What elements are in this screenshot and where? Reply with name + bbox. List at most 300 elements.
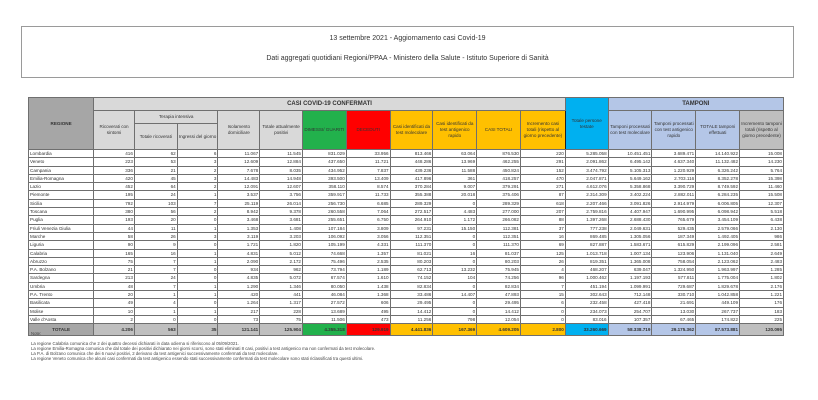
cell-icu-total: 0 xyxy=(134,315,177,323)
cell-swab-increase: 2.130 xyxy=(740,224,784,232)
cell-swabs-antigen: 3.390.729 xyxy=(652,183,696,191)
cell-region: Veneto xyxy=(29,158,94,166)
cell-swabs-antigen: 21.691 xyxy=(652,299,696,307)
cell-deceased: 13.409 xyxy=(346,174,390,182)
cell-icu-total: 24 xyxy=(134,191,177,199)
cell-total-cases: 112.351 xyxy=(477,232,521,240)
cell-case-increase: 207 xyxy=(520,208,565,216)
cell-swabs-molecular: 3.402.224 xyxy=(608,191,652,199)
table-row xyxy=(29,183,784,191)
notes-section xyxy=(31,331,375,361)
col-header-swabs-total: TOTALE tamponi effettuati xyxy=(696,111,740,150)
cell-swab-increase: 15.508 xyxy=(740,191,784,199)
cell-icu-total: 1 xyxy=(134,291,177,299)
cell-home-isolation: 3.119 xyxy=(218,232,260,240)
cell-swabs-total: 449.109 xyxy=(696,299,740,307)
cell-recovered: 256.730 xyxy=(302,199,346,207)
cell-currently-positive: 228 xyxy=(260,307,303,315)
col-header-people-tested: Totale persone testate xyxy=(565,98,608,150)
cell-swab-increase: 176 xyxy=(740,299,784,307)
cell-total-cases: 75.945 xyxy=(477,266,521,274)
cell-swabs-antigen: 67.465 xyxy=(652,315,696,323)
col-header-icu-new: Ingressi del giorno xyxy=(177,124,218,150)
cell-swab-increase: 5.518 xyxy=(740,208,784,216)
cell-swabs-molecular: 2.688.430 xyxy=(608,216,652,224)
cell-cases-molecular: 74.152 xyxy=(390,274,433,282)
cell-swabs-antigen: 729.687 xyxy=(652,282,696,290)
cell-swabs-total: 8.749.592 xyxy=(696,183,740,191)
cell-swabs-antigen: 529.435 xyxy=(652,224,696,232)
cell-swab-increase: 2.483 xyxy=(740,257,784,265)
cell-swab-increase: 5.764 xyxy=(740,166,784,174)
cell-currently-positive: 3.203 xyxy=(260,232,303,240)
cell-swabs-total: 6.284.235 xyxy=(696,191,740,199)
cell-swabs-antigen: 2.703.116 xyxy=(652,174,696,182)
cell-people-tested: 232.458 xyxy=(565,299,608,307)
cell-cases-antigen: 16 xyxy=(433,249,477,257)
cell-deceased: 2.535 xyxy=(346,257,390,265)
note-line: La regione Calabria comunica che 2 dei quattro decessi dichiarati in data odierna si riferiscono al 05/09/2021. xyxy=(31,341,239,346)
cell-currently-positive: 3.681 xyxy=(260,216,303,224)
cell-region: Calabria xyxy=(29,249,94,257)
cell-people-tested: 2.207.466 xyxy=(565,199,608,207)
cell-cases-molecular: 417.896 xyxy=(390,174,433,182)
cell-icu-total: 103 xyxy=(134,199,177,207)
cell-cases-antigen: 0 xyxy=(433,307,477,315)
cell-swabs-molecular: 1.197.193 xyxy=(608,274,652,282)
total-recovered: 4.355.318 xyxy=(302,324,346,336)
table-row xyxy=(29,166,784,174)
cell-recovered: 106.092 xyxy=(302,232,346,240)
cell-region: Sardegna xyxy=(29,274,94,282)
cell-swab-increase: 14.230 xyxy=(740,158,784,166)
cell-home-isolation: 14.483 xyxy=(218,174,260,182)
cell-home-isolation: 11.067 xyxy=(218,150,260,158)
cell-currently-positive: 26.014 xyxy=(260,199,303,207)
cell-hospitalized: 416 xyxy=(94,150,135,158)
cell-swabs-molecular: 4.407.947 xyxy=(608,208,652,216)
cell-currently-positive: 1.317 xyxy=(260,299,303,307)
note-line: La regione Veneto comunica che alcuni casi confermati da test antigenico essendo stati successivamente confermati da test molecolare sono stati riclassificati tra questi ultimi. xyxy=(31,356,364,361)
cell-case-increase: 271 xyxy=(520,183,565,191)
cell-recovered: 434.952 xyxy=(302,166,346,174)
cell-icu-new: 7 xyxy=(177,199,218,207)
cell-people-tested: 869.485 xyxy=(565,232,608,240)
cell-case-increase: 4 xyxy=(520,266,565,274)
cell-recovered: 73.794 xyxy=(302,266,346,274)
cell-cases-molecular: 11.256 xyxy=(390,315,433,323)
cell-swab-increase: 12.307 xyxy=(740,199,784,207)
cell-people-tested: 3.474.792 xyxy=(565,166,608,174)
cell-cases-antigen: 63.064 xyxy=(433,150,477,158)
total-cases-antigen: 167.369 xyxy=(433,324,477,336)
total-deceased: 129.919 xyxy=(346,324,390,336)
col-header-swabs-antigen: Tamponi processati con test antigenico rapido xyxy=(652,111,696,150)
cell-recovered: 260.558 xyxy=(302,208,346,216)
cell-region: Liguria xyxy=(29,241,94,249)
cell-region: Molise xyxy=(29,307,94,315)
table-row xyxy=(29,315,784,323)
cell-icu-total: 9 xyxy=(134,241,177,249)
table-row xyxy=(29,150,784,158)
cell-hospitalized: 44 xyxy=(94,224,135,232)
group-header-swabs: TAMPONI xyxy=(608,98,783,111)
report-title-box xyxy=(21,26,794,78)
cell-people-tested: 777.238 xyxy=(565,224,608,232)
cell-cases-molecular: 439.236 xyxy=(390,166,433,174)
cell-recovered: 255.651 xyxy=(302,216,346,224)
cell-recovered: 80.050 xyxy=(302,282,346,290)
total-people-tested: 33.260.669 xyxy=(565,324,608,336)
cell-swabs-total: 267.737 xyxy=(696,307,740,315)
cell-deceased: 1.368 xyxy=(346,291,390,299)
cell-deceased: 6.750 xyxy=(346,216,390,224)
cell-icu-total: 4 xyxy=(134,299,177,307)
total-case-increase: 2.800 xyxy=(520,324,565,336)
table-row xyxy=(29,174,784,182)
cell-total-cases: 80.203 xyxy=(477,257,521,265)
cell-icu-new: 0 xyxy=(177,315,218,323)
cell-swabs-molecular: 1.099.991 xyxy=(608,282,652,290)
cell-region: Marche xyxy=(29,232,94,240)
cell-swabs-antigen: 4.637.340 xyxy=(652,158,696,166)
cell-swabs-total: 2.123.062 xyxy=(696,257,740,265)
cell-swabs-antigen: 2.914.979 xyxy=(652,199,696,207)
cell-recovered: 13.689 xyxy=(302,307,346,315)
table-row xyxy=(29,199,784,207)
note-line: La P.A. di Bolzano comunica che dei 6 nuovi positivi, 2 derivano da test antigenici successivamente confermati da test molecolare. xyxy=(31,351,279,356)
cell-deceased: 1.438 xyxy=(346,282,390,290)
cell-hospitalized: 58 xyxy=(94,232,135,240)
cell-swabs-antigen: 577.811 xyxy=(652,274,696,282)
cell-swab-increase: 2.649 xyxy=(740,249,784,257)
cell-cases-antigen: 798 xyxy=(433,315,477,323)
cell-cases-molecular: 81.021 xyxy=(390,249,433,257)
total-swabs-molecular: 58.338.719 xyxy=(608,324,652,336)
cell-recovered: 105.199 xyxy=(302,241,346,249)
total-swabs-antigen: 29.175.362 xyxy=(652,324,696,336)
cell-swabs-total: 6.006.805 xyxy=(696,199,740,207)
table-row xyxy=(29,241,784,249)
cell-icu-new: 3 xyxy=(177,174,218,182)
cell-icu-new: 2 xyxy=(177,183,218,191)
table-row xyxy=(29,232,784,240)
cell-recovered: 437.650 xyxy=(302,158,346,166)
cell-swabs-antigen: 758.054 xyxy=(652,257,696,265)
cell-currently-positive: 9.378 xyxy=(260,208,303,216)
cell-cases-antigen: 361 xyxy=(433,174,477,182)
cell-icu-total: 16 xyxy=(134,249,177,257)
cell-cases-antigen: 15.150 xyxy=(433,224,477,232)
cell-case-increase: 6 xyxy=(520,299,565,307)
cell-people-tested: 302.643 xyxy=(565,291,608,299)
cell-cases-molecular: 33.486 xyxy=(390,291,433,299)
cell-case-increase: 26 xyxy=(520,257,565,265)
cell-home-isolation: 12.609 xyxy=(218,158,260,166)
cell-hospitalized: 452 xyxy=(94,183,135,191)
cell-hospitalized: 75 xyxy=(94,257,135,265)
cell-icu-total: 7 xyxy=(134,266,177,274)
cell-swabs-antigen: 1.220.929 xyxy=(652,166,696,174)
cell-swabs-antigen: 1.324.950 xyxy=(652,266,696,274)
cell-cases-antigen: 11.588 xyxy=(433,166,477,174)
notes-title: Note: xyxy=(31,331,42,336)
cell-hospitalized: 792 xyxy=(94,199,135,207)
cell-currently-positive: 3.756 xyxy=(260,191,303,199)
cell-case-increase: 88 xyxy=(520,216,565,224)
cell-region: P.A. Bolzano xyxy=(29,266,94,274)
cell-deceased: 606 xyxy=(346,299,390,307)
cell-people-tested: 1.397.268 xyxy=(565,216,608,224)
table-row xyxy=(29,249,784,257)
cell-swabs-antigen: 615.829 xyxy=(652,241,696,249)
cell-icu-new: 1 xyxy=(177,249,218,257)
cell-region: Basilicata xyxy=(29,299,94,307)
col-header-icu-total: Totale ricoverati xyxy=(134,124,177,150)
cell-hospitalized: 223 xyxy=(94,158,135,166)
cell-total-cases: 876.530 xyxy=(477,150,521,158)
cell-cases-antigen: 0 xyxy=(433,257,477,265)
cell-swab-increase: 1.802 xyxy=(740,274,784,282)
cell-recovered: 67.574 xyxy=(302,274,346,282)
cell-total-cases: 47.893 xyxy=(477,291,521,299)
col-header-total-cases: CASI TOTALI xyxy=(477,111,521,150)
cell-swabs-molecular: 10.451.451 xyxy=(608,150,652,158)
cell-swabs-total: 1.963.997 xyxy=(696,266,740,274)
cell-icu-new: 3 xyxy=(177,158,218,166)
cell-region: Lombardia xyxy=(29,150,94,158)
cell-hospitalized: 380 xyxy=(94,208,135,216)
cell-total-cases: 379.291 xyxy=(477,183,521,191)
cell-hospitalized: 10 xyxy=(94,307,135,315)
cell-swab-increase: 225 xyxy=(740,315,784,323)
cell-icu-new: 0 xyxy=(177,266,218,274)
total-home-isolation: 121.141 xyxy=(218,324,260,336)
col-header-swabs-molecular: Tamponi processati con test molecolare xyxy=(608,111,652,150)
cell-icu-total: 53 xyxy=(134,158,177,166)
cell-swabs-total: 14.140.922 xyxy=(696,150,740,158)
cell-icu-new: 1 xyxy=(177,224,218,232)
cell-total-cases: 375.406 xyxy=(477,191,521,199)
cell-currently-positive: 5.072 xyxy=(260,274,303,282)
cell-hospitalized: 2 xyxy=(94,315,135,323)
cell-people-tested: 2.759.816 xyxy=(565,208,608,216)
cell-total-cases: 112.381 xyxy=(477,224,521,232)
cell-home-isolation: 1.290 xyxy=(218,282,260,290)
cell-total-cases: 266.082 xyxy=(477,216,521,224)
cell-currently-positive: 8.035 xyxy=(260,166,303,174)
cell-swab-increase: 15.398 xyxy=(740,174,784,182)
table-row xyxy=(29,291,784,299)
cell-swabs-molecular: 107.357 xyxy=(608,315,652,323)
cell-cases-molecular: 111.370 xyxy=(390,241,433,249)
table-row xyxy=(29,257,784,265)
cell-cases-molecular: 62.713 xyxy=(390,266,433,274)
cell-swabs-molecular: 6.495.142 xyxy=(608,158,652,166)
cell-currently-positive: 14.948 xyxy=(260,174,303,182)
cell-swabs-total: 1.131.040 xyxy=(696,249,740,257)
cell-swabs-molecular: 1.365.008 xyxy=(608,257,652,265)
cell-cases-antigen: 104 xyxy=(433,274,477,282)
cell-currently-positive: 12.607 xyxy=(260,183,303,191)
cell-hospitalized: 20 xyxy=(94,291,135,299)
cell-hospitalized: 21 xyxy=(94,266,135,274)
cell-hospitalized: 213 xyxy=(94,274,135,282)
cell-swab-increase: 11.460 xyxy=(740,183,784,191)
note-line: La regione Emilia-Romagna comunica che dal totale dei positivi dichiarato nei giorni scorsi, sono stati eliminati 8 casi, positivi a test antigenico ma non confermati da test molecolare. xyxy=(31,346,376,351)
cell-swabs-molecular: 1.583.671 xyxy=(608,241,652,249)
cell-home-isolation: 4.831 xyxy=(218,249,260,257)
cell-cases-antigen: 13.969 xyxy=(433,158,477,166)
cell-people-tested: 827.887 xyxy=(565,241,608,249)
cell-total-cases: 81.037 xyxy=(477,249,521,257)
cell-recovered: 831.029 xyxy=(302,150,346,158)
cell-region: Toscana xyxy=(29,208,94,216)
cell-home-isolation: 2.090 xyxy=(218,257,260,265)
cell-home-isolation: 1.721 xyxy=(218,241,260,249)
cell-icu-new: 0 xyxy=(177,216,218,224)
cell-deceased: 11.733 xyxy=(346,191,390,199)
cell-case-increase: 7 xyxy=(520,282,565,290)
cell-icu-new: 1 xyxy=(177,291,218,299)
cell-people-tested: 1.000.462 xyxy=(565,274,608,282)
cell-swabs-molecular: 5.358.868 xyxy=(608,183,652,191)
cell-icu-new: 2 xyxy=(177,166,218,174)
cell-region: Lazio xyxy=(29,183,94,191)
cell-currently-positive: 1.408 xyxy=(260,224,303,232)
cell-home-isolation: 4.835 xyxy=(218,274,260,282)
cell-swabs-molecular: 1.305.056 xyxy=(608,232,652,240)
cell-swabs-molecular: 712.148 xyxy=(608,291,652,299)
cell-swabs-molecular: 2.049.631 xyxy=(608,224,652,232)
cell-currently-positive: 75 xyxy=(260,315,303,323)
cell-icu-total: 20 xyxy=(134,216,177,224)
cell-region: Abruzzo xyxy=(29,257,94,265)
cell-swabs-total: 11.132.482 xyxy=(696,158,740,166)
cell-swabs-total: 6.326.242 xyxy=(696,166,740,174)
cell-region: Piemonte xyxy=(29,191,94,199)
cell-total-cases: 82.834 xyxy=(477,282,521,290)
cell-home-isolation: 1.264 xyxy=(218,299,260,307)
table-row xyxy=(29,158,784,166)
cell-currently-positive: 1.820 xyxy=(260,241,303,249)
cell-people-tested: 4.612.076 xyxy=(565,183,608,191)
cell-total-cases: 462.255 xyxy=(477,158,521,166)
cell-deceased: 7.837 xyxy=(346,166,390,174)
cell-cases-antigen: 0 xyxy=(433,199,477,207)
cell-region: Campania xyxy=(29,166,94,174)
cell-cases-antigen: 0 xyxy=(433,282,477,290)
cell-total-cases: 111.370 xyxy=(477,241,521,249)
total-total-cases: 4.609.205 xyxy=(477,324,521,336)
cell-cases-molecular: 29.495 xyxy=(390,299,433,307)
cell-swabs-antigen: 330.710 xyxy=(652,291,696,299)
cell-icu-total: 7 xyxy=(134,257,177,265)
cell-case-increase: 0 xyxy=(520,307,565,315)
cell-icu-total: 7 xyxy=(134,282,177,290)
cell-total-cases: 289.329 xyxy=(477,199,521,207)
table-row xyxy=(29,307,784,315)
cell-cases-molecular: 264.910 xyxy=(390,216,433,224)
total-currently-positive: 125.904 xyxy=(260,324,303,336)
total-swabs-total: 87.573.881 xyxy=(696,324,740,336)
cell-cases-antigen: 9.007 xyxy=(433,183,477,191)
cell-total-cases: 418.257 xyxy=(477,174,521,182)
cell-swabs-total: 2.579.066 xyxy=(696,224,740,232)
cell-icu-new: 1 xyxy=(177,257,218,265)
cell-cases-molecular: 289.329 xyxy=(390,199,433,207)
cell-home-isolation: 1.353 xyxy=(218,224,260,232)
cell-recovered: 74.668 xyxy=(302,249,346,257)
cell-cases-molecular: 82.834 xyxy=(390,282,433,290)
cell-cases-molecular: 112.351 xyxy=(390,232,433,240)
cell-deceased: 473 xyxy=(346,315,390,323)
cell-cases-molecular: 97.231 xyxy=(390,224,433,232)
cell-region: Valle d'Aosta xyxy=(29,315,94,323)
cell-deceased: 4.331 xyxy=(346,241,390,249)
cell-people-tested: 2.047.871 xyxy=(565,174,608,182)
cell-swabs-antigen: 13.030 xyxy=(652,307,696,315)
cell-region: Sicilia xyxy=(29,199,94,207)
table-row xyxy=(29,191,784,199)
cell-icu-total: 62 xyxy=(134,150,177,158)
cell-region: P.A. Trento xyxy=(29,291,94,299)
cell-swab-increase: 183 xyxy=(740,307,784,315)
cell-icu-total: 21 xyxy=(134,166,177,174)
cell-cases-antigen: 14.407 xyxy=(433,291,477,299)
cell-deceased: 1.189 xyxy=(346,266,390,274)
total-hospitalized: 4.206 xyxy=(94,324,135,336)
cell-deceased: 7.064 xyxy=(346,208,390,216)
cell-swabs-total: 174.822 xyxy=(696,315,740,323)
cell-swabs-antigen: 2.882.011 xyxy=(652,191,696,199)
cell-recovered: 358.110 xyxy=(302,183,346,191)
cell-swabs-molecular: 639.047 xyxy=(608,266,652,274)
cell-people-tested: 234.073 xyxy=(565,307,608,315)
cell-people-tested: 451.194 xyxy=(565,282,608,290)
cell-cases-antigen: 0 xyxy=(433,241,477,249)
cell-swabs-molecular: 5.105.313 xyxy=(608,166,652,174)
cell-recovered: 11.506 xyxy=(302,315,346,323)
cell-case-increase: 16 xyxy=(520,232,565,240)
cell-people-tested: 1.013.718 xyxy=(565,249,608,257)
cell-icu-total: 56 xyxy=(134,208,177,216)
table-row xyxy=(29,282,784,290)
cell-currently-positive: 12.884 xyxy=(260,158,303,166)
cell-icu-new: 0 xyxy=(177,299,218,307)
group-header-icu: Terapia intensiva xyxy=(134,111,218,124)
col-header-swab-increase: Incremento tamponi totali (rispetto al giorno precedente) xyxy=(740,111,784,150)
cell-case-increase: 618 xyxy=(520,199,565,207)
cell-hospitalized: 336 xyxy=(94,166,135,174)
cell-cases-molecular: 14.412 xyxy=(390,307,433,315)
cell-hospitalized: 193 xyxy=(94,216,135,224)
cell-hospitalized: 49 xyxy=(94,299,135,307)
cell-swabs-total: 1.775.004 xyxy=(696,274,740,282)
cell-swabs-molecular: 254.707 xyxy=(608,307,652,315)
cell-swab-increase: 1.285 xyxy=(740,266,784,274)
cell-deceased: 3.056 xyxy=(346,232,390,240)
cell-total-cases: 277.000 xyxy=(477,208,521,216)
cell-swabs-total: 6.098.942 xyxy=(696,208,740,216)
cell-people-tested: 468.207 xyxy=(565,266,608,274)
col-header-region: REGIONE xyxy=(29,98,94,150)
cell-home-isolation: 420 xyxy=(218,291,260,299)
cell-total-cases: 12.054 xyxy=(477,315,521,323)
cell-currently-positive: 1.346 xyxy=(260,282,303,290)
cell-icu-new: 2 xyxy=(177,208,218,216)
cell-total-cases: 14.412 xyxy=(477,307,521,315)
